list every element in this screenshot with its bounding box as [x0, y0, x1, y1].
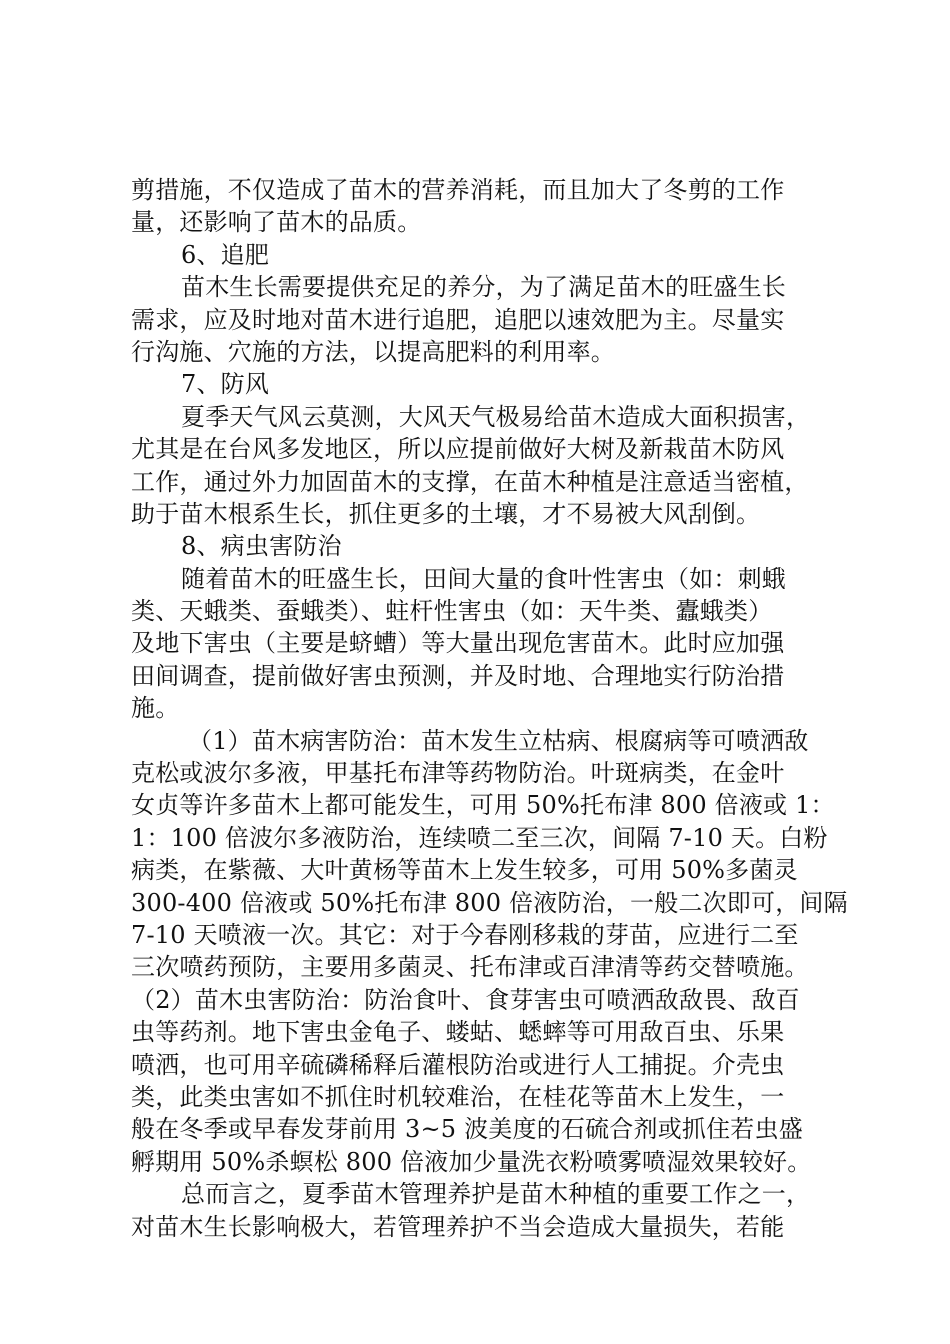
text-line: （2）苗木虫害防治：防治食叶、食芽害虫可喷洒敌敌畏、敌百 — [131, 985, 800, 1014]
text-line: 施。 — [131, 694, 180, 723]
text-line: 剪措施，不仅造成了苗木的营养消耗，而且加大了冬剪的工作 — [131, 176, 785, 204]
text-line: 尤其是在台风多发地区，所以应提前做好大树及新栽苗木防风 — [131, 435, 785, 464]
text-line: 孵期用 50%杀螟松 800 倍液加少量洗衣粉喷雾喷湿效果较好。 — [131, 1147, 812, 1176]
text-line: 夏季天气风云莫测，大风天气极易给苗木造成大面积损害， — [181, 402, 811, 431]
text-line: 三次喷药预防，主要用多菌灵、托布津或百津清等药交替喷施。 — [131, 953, 809, 982]
text-line: 总而言之，夏季苗木管理养护是苗木种植的重要工作之一， — [181, 1180, 811, 1209]
text-line: 随着苗木的旺盛生长，田间大量的食叶性害虫（如：刺蛾 — [181, 564, 786, 593]
text-line: 工作，通过外力加固苗木的支撑，在苗木种植是注意适当密植， — [131, 467, 809, 496]
text-line: 虫等药剂。地下害虫金龟子、蝼蛄、蟋蟀等可用敌百虫、乐果 — [131, 1018, 785, 1047]
text-line: 300-400 倍液或 50%托布津 800 倍液防治，一般二次即可，间隔 — [131, 888, 848, 917]
section-heading: 6、追肥 — [181, 240, 270, 269]
text-line: 对苗木生长影响极大，若管理养护不当会造成大量损失，若能 — [131, 1212, 785, 1241]
text-line: 类、天蛾类、蚕蛾类）、蛀杆性害虫（如：天牛类、蠹蛾类） — [131, 597, 773, 626]
text-line: 需求，应及时地对苗木进行追肥，追肥以速效肥为主。尽量实 — [131, 305, 785, 334]
text-line: 苗木生长需要提供充足的养分，为了满足苗木的旺盛生长 — [181, 273, 786, 302]
section-heading: 8、病虫害防治 — [181, 532, 342, 561]
text-line: 克松或波尔多液，甲基托布津等药物防治。叶斑病类，在金叶 — [131, 759, 785, 788]
text-line: 般在冬季或早春发芽前用 3~5 波美度的石硫合剂或抓住若虫盛 — [131, 1115, 803, 1144]
text-line: 及地下害虫（主要是蛴螬）等大量出现危害苗木。此时应加强 — [131, 629, 785, 658]
text-line: 女贞等许多苗木上都可能发生，可用 50%托布津 800 倍液或 1： — [131, 791, 835, 820]
text-line: 行沟施、穴施的方法，以提高肥料的利用率。 — [131, 337, 615, 366]
text-line: 田间调查，提前做好害虫预测，并及时地、合理地实行防治措 — [131, 661, 785, 690]
text-line: 1：100 倍波尔多液防治，连续喷二至三次，间隔 7-10 天。白粉 — [131, 823, 828, 852]
section-heading: 7、防风 — [181, 370, 270, 399]
text-line: 病类，在紫薇、大叶黄杨等苗木上发生较多，可用 50%多菌灵 — [131, 856, 798, 885]
text-line: 量，还影响了苗木的品质。 — [131, 208, 422, 237]
document-body — [131, 174, 848, 1243]
text-line: 喷洒，也可用辛硫磷稀释后灌根防治或进行人工捕捉。介壳虫 — [131, 1050, 785, 1079]
text-line: 类，此类虫害如不抓住时机较难治，在桂花等苗木上发生，一 — [131, 1082, 785, 1111]
text-line: 助于苗木根系生长，抓住更多的土壤，才不易被大风刮倒。 — [131, 499, 761, 528]
text-line: （1）苗木病害防治：苗木发生立枯病、根腐病等可喷洒敌 — [188, 726, 809, 755]
text-line: 7-10 天喷液一次。其它：对于今春刚移栽的芽苗，应进行二至 — [131, 920, 799, 949]
